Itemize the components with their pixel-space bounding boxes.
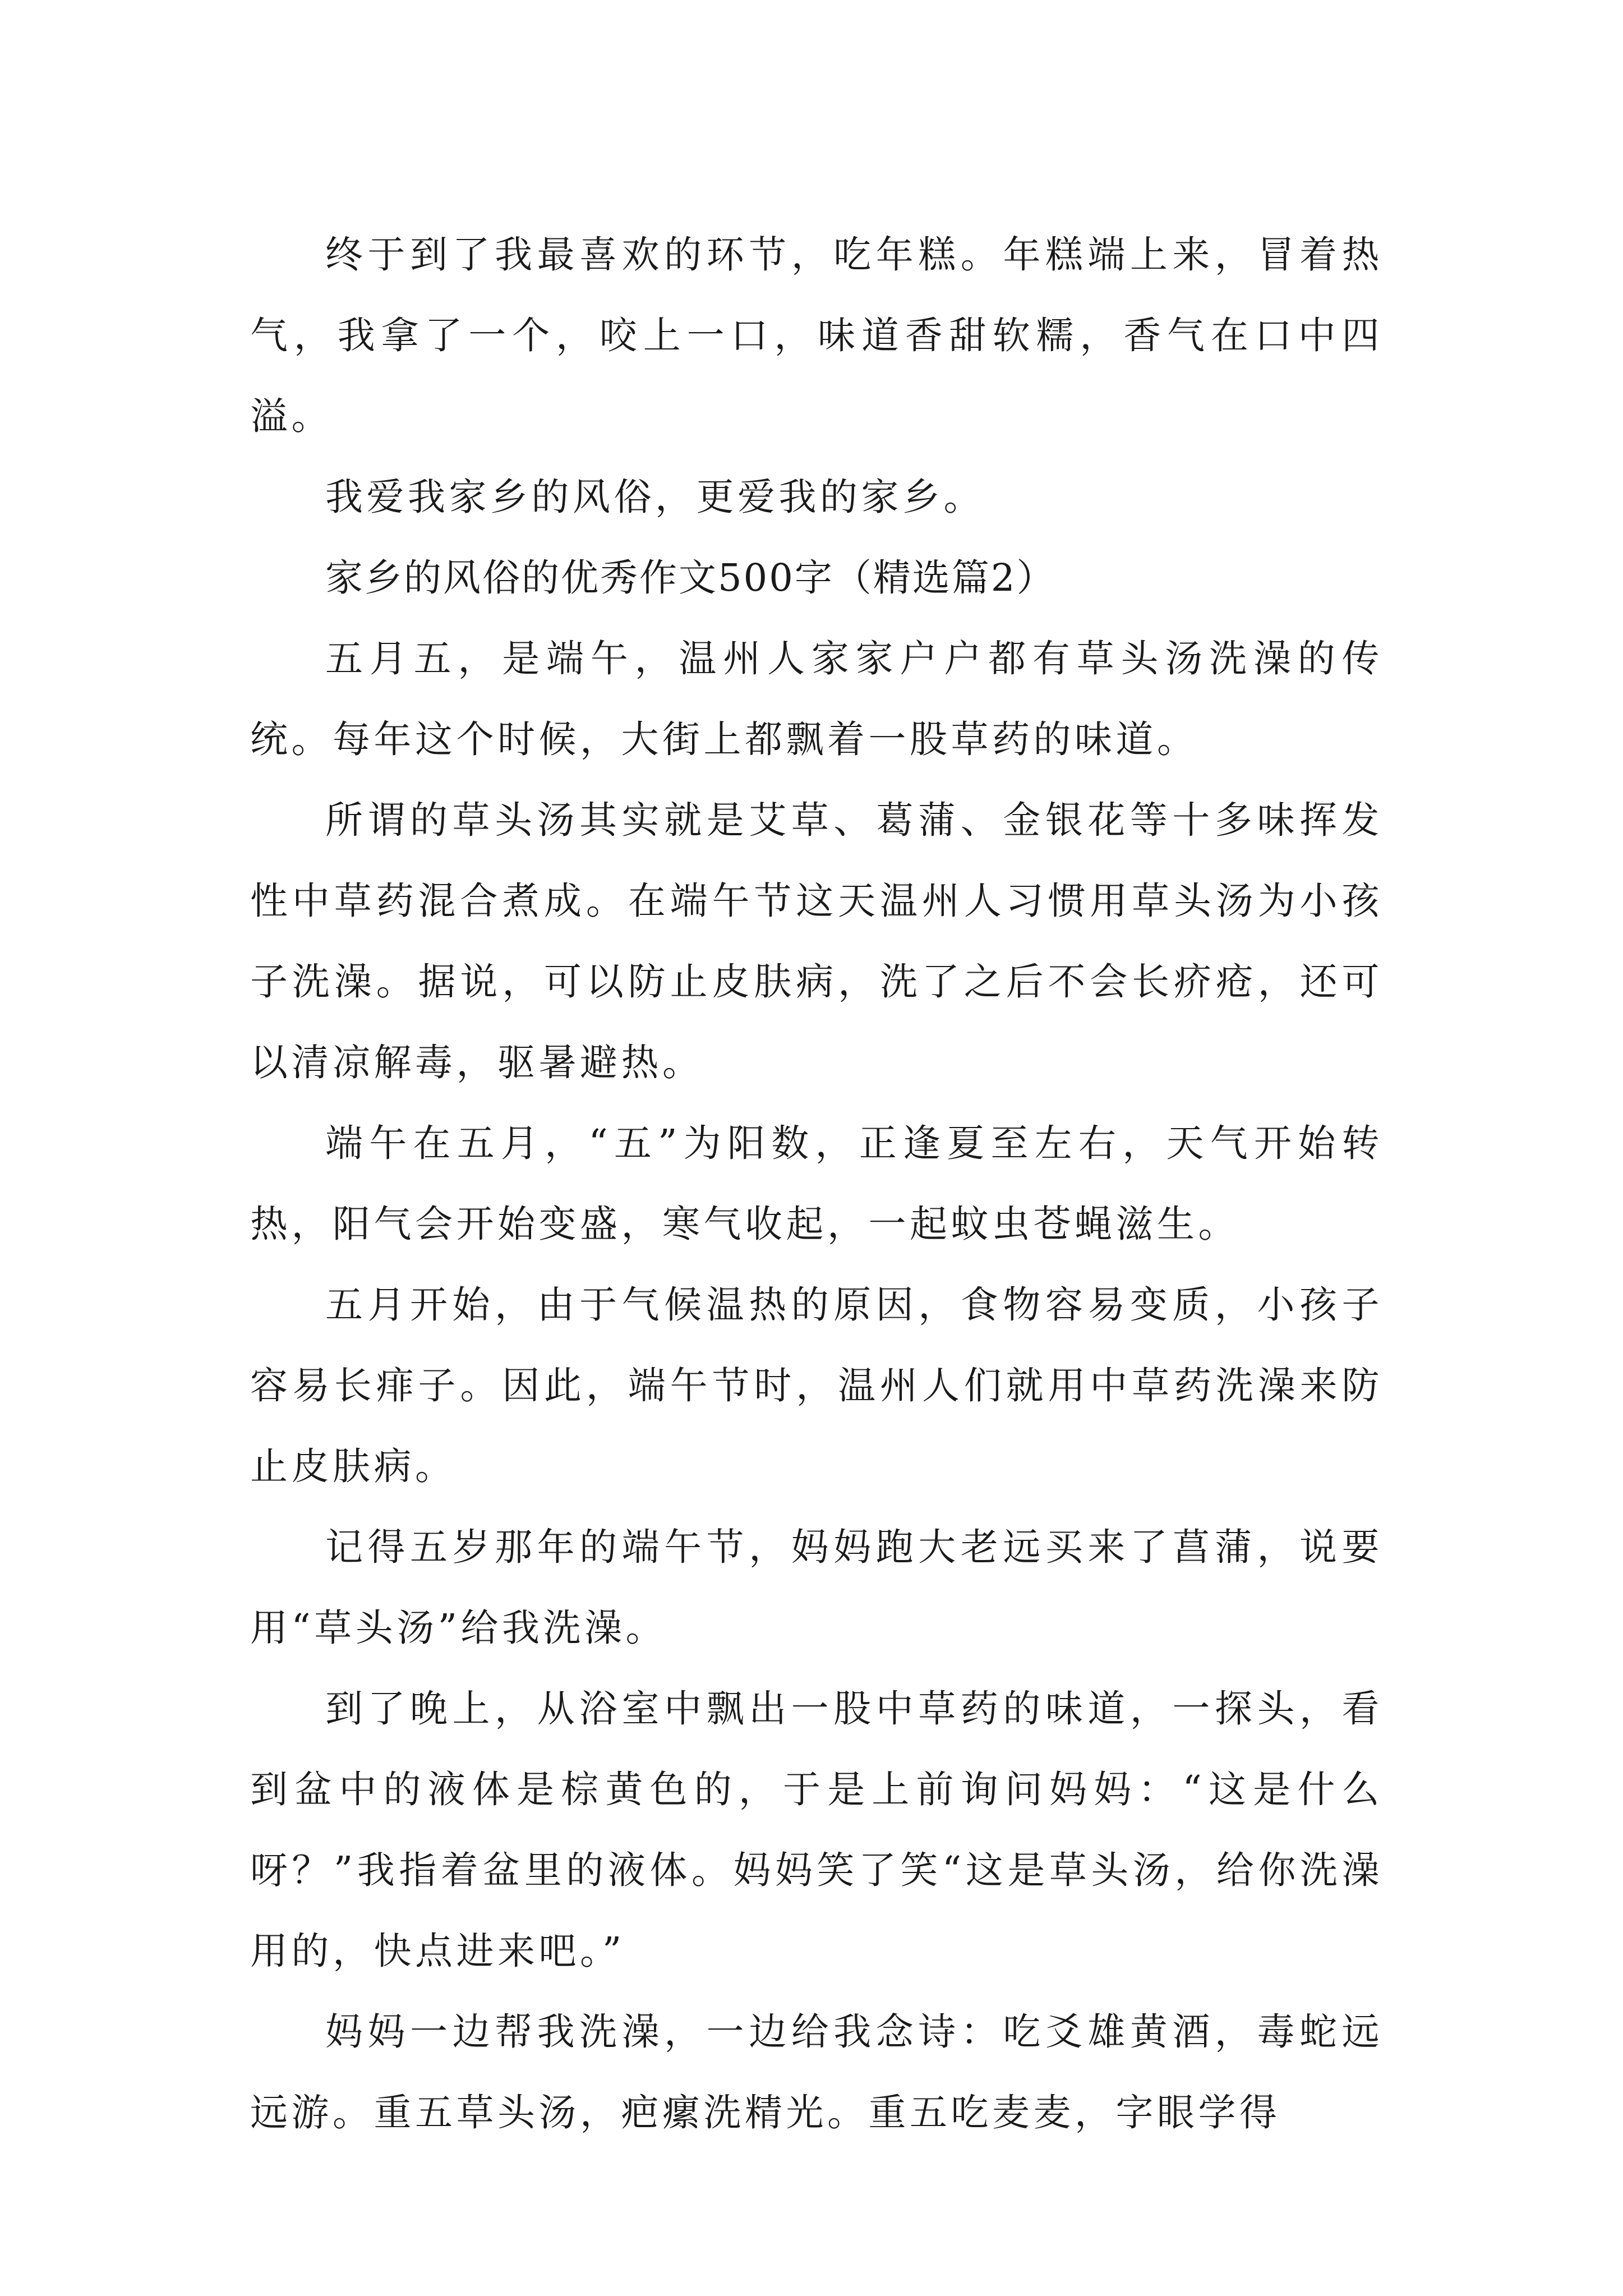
paragraph-fifth-month: 端午在五月，“五”为阳数，正逢夏至左右，天气开始转热，阳气会开始变盛，寒气收起，一起蚊虫苍蝇滋生。 <box>250 1121 1383 1246</box>
paragraph-herbal-soup: 所谓的草头汤其实就是艾草、葛蒲、金银花等十多味挥发性中草药混合煮成。在端午节这天温州人习惯用草头汤为小孩子洗澡。据说，可以防止皮肤病，洗了之后不会长疥疮，还可以清凉解毒，驱暑避热。 <box>250 798 1383 1084</box>
paragraph-skin-disease: 五月开始，由于气候温热的原因，食物容易变质，小孩子容易长痱子。因此，端午节时，温州人们就用中草药洗澡来防止皮肤病。 <box>250 1283 1383 1488</box>
document-body <box>250 214 1383 2153</box>
paragraph-dragon-boat: 五月五，是端午，温州人家家户户都有草头汤洗澡的传统。每年这个时候，大街上都飘着一股草药的味道。 <box>250 637 1383 761</box>
paragraph-poem: 妈妈一边帮我洗澡，一边给我念诗：吃爻雄黄酒，毒蛇远远游。重五草头汤，疤瘰洗精光。重五吃麦麦，字眼学得 <box>250 2010 1383 2134</box>
essay-heading: 家乡的风俗的优秀作文500字（精选篇2） <box>325 556 1056 600</box>
paragraph-age-five: 记得五岁那年的端午节，妈妈跑大老远买来了菖蒲，说要用“草头汤”给我洗澡。 <box>250 1525 1383 1650</box>
paragraph-rice-cake: 终于到了我最喜欢的环节，吃年糕。年糕端上来，冒着热气，我拿了一个，咬上一口，味道香甜软糯，香气在口中四溢。 <box>250 233 1383 438</box>
paragraph-love-hometown: 我爱我家乡的风俗，更爱我的家乡。 <box>325 475 985 519</box>
paragraph-evening: 到了晚上，从浴室中飘出一股中草药的味道，一探头，看到盆中的液体是棕黄色的，于是上前询问妈妈：“这是什么呀？”我指着盆里的液体。妈妈笑了笑“这是草头汤，给你洗澡用的，快点进来吧。” <box>250 1687 1383 1973</box>
